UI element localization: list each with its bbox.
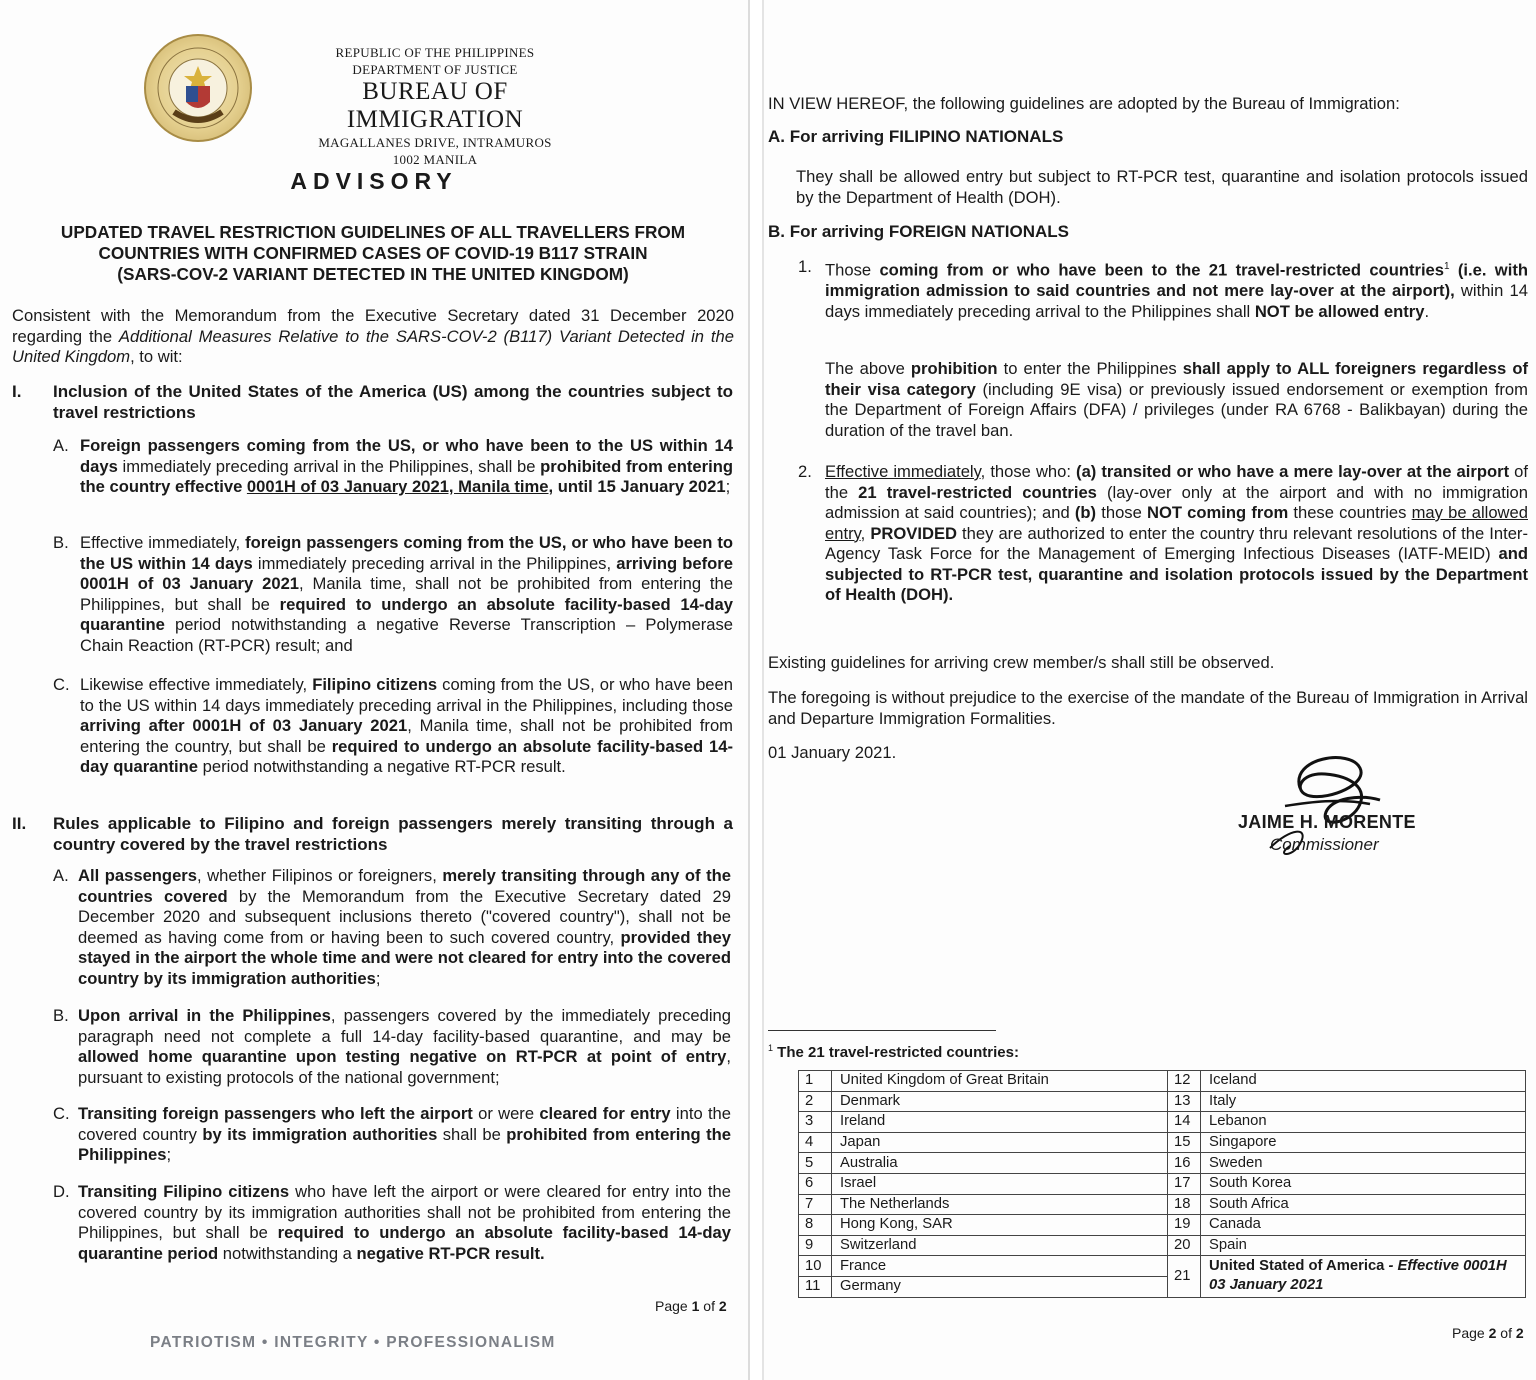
section-2-item-b: Upon arrival in the Philippines, passengers covered by the immediately preceding paragraph need not complete a full 14-day facility-based quarantine, and may be allowed home quarantine upon testing negative on RT-PCR at point of entry, pursuant to existing protocols of the national government; — [78, 1006, 731, 1087]
document-title — [20, 222, 726, 285]
item-label: B. — [53, 1006, 69, 1025]
section-1-item-a: Foreign passengers coming from the US, or who have been to the US within 14 days immediately preceding arrival in the Philippines, shall be prohibited from entering the country effective 0001H of 03 January 2021, Manila time, until 15 January 2021; — [80, 436, 734, 496]
table-row — [799, 1215, 1526, 1236]
item-label: B. — [53, 533, 69, 552]
item-label: A. — [53, 436, 69, 455]
country-number: 21 — [1168, 1256, 1201, 1297]
motto: PATRIOTISM • INTEGRITY • PROFESSIONALISM — [150, 1334, 556, 1351]
country-name: United Kingdom of Great Britain — [832, 1071, 1168, 1092]
section-1-number: I. — [12, 382, 22, 401]
country-name — [1201, 1256, 1526, 1297]
country-name: South Korea — [1201, 1173, 1526, 1194]
document-date: 01 January 2021. — [768, 743, 897, 762]
header-department: DEPARTMENT OF JUSTICE — [352, 62, 518, 77]
section-2-number: II. — [12, 814, 27, 833]
country-number: 14 — [1168, 1112, 1201, 1133]
intro-paragraph: Consistent with the Memorandum from the Executive Secretary dated 31 December 2020 regarding the Additional Measures Relative to the SARS-COV-2 (B117) Variant Detected in the United Kingdom, to wit: — [12, 306, 734, 366]
country-number: 4 — [799, 1132, 832, 1153]
country-name: Lebanon — [1201, 1112, 1526, 1133]
country-name: Sweden — [1201, 1153, 1526, 1174]
country-name: Denmark — [832, 1091, 1168, 1112]
footnote-title: $^1$ The 21 travel-restricted countries: — [768, 1043, 1019, 1061]
item-label: C. — [53, 675, 70, 694]
title-line: COUNTRIES WITH CONFIRMED CASES OF COVID-19 B117 STRAIN — [98, 243, 648, 263]
country-name: Australia — [832, 1153, 1168, 1174]
advisory-page-1 — [0, 0, 750, 1380]
country-name: Japan — [832, 1132, 1168, 1153]
country-name: South Africa — [1201, 1194, 1526, 1215]
country-name: Switzerland — [832, 1235, 1168, 1256]
country-name: Ireland — [832, 1112, 1168, 1133]
header-address-1: MAGALLANES DRIVE, INTRAMUROS — [318, 135, 552, 150]
item-label: C. — [53, 1104, 70, 1123]
country-number: 15 — [1168, 1132, 1201, 1153]
item-label: A. — [53, 866, 69, 885]
crew-guidelines: Existing guidelines for arriving crew member/s shall still be observed. — [768, 653, 1275, 672]
country-number: 12 — [1168, 1071, 1201, 1092]
item-label: D. — [53, 1182, 70, 1201]
title-line: UPDATED TRAVEL RESTRICTION GUIDELINES OF ALL TRAVELLERS FROM — [60, 222, 686, 242]
header-address-2: 1002 MANILA — [392, 152, 478, 167]
country-number: 17 — [1168, 1173, 1201, 1194]
section-2-item-d: Transiting Filipino citizens who have left the airport or were cleared for entry into the covered country by its immigration authorities shall not be prohibited from entering the Philippines, but shall be required to undergo an absolute facility-based 14-day quarantine period notwithstanding a negative RT-PCR result. — [78, 1182, 731, 1263]
advisory-heading: ADVISORY — [290, 168, 458, 194]
country-number: 16 — [1168, 1153, 1201, 1174]
item-label: 2. — [798, 462, 812, 481]
country-number: 20 — [1168, 1235, 1201, 1256]
seal-ring-icon — [146, 36, 250, 140]
heading-filipino-nationals: A. For arriving FILIPINO NATIONALS — [768, 127, 1064, 146]
country-name: France — [832, 1256, 1168, 1277]
filipino-nationals-text: They shall be allowed entry but subject to RT-PCR test, quarantine and isolation protocols issued by the Department of Health (DOH). — [796, 167, 1528, 207]
bureau-of-immigration-seal — [144, 34, 252, 142]
guidelines-intro: IN VIEW HEREOF, the following guidelines are adopted by the Bureau of Immigration: — [768, 94, 1400, 113]
signatory-title: Commissioner — [1270, 835, 1379, 854]
country-number: 8 — [799, 1215, 832, 1236]
country-number: 18 — [1168, 1194, 1201, 1215]
country-name: United Stated of America — [1209, 1258, 1385, 1275]
table-row — [799, 1194, 1526, 1215]
country-name: Italy — [1201, 1091, 1526, 1112]
country-number: 9 — [799, 1235, 832, 1256]
country-number: 19 — [1168, 1215, 1201, 1236]
country-name: Germany — [832, 1276, 1168, 1297]
table-row — [799, 1112, 1526, 1133]
restricted-countries-table — [798, 1070, 1526, 1298]
country-number: 11 — [799, 1276, 832, 1297]
section-2-item-c: Transiting foreign passengers who left the airport or were cleared for entry into the covered country by its immigration authorities shall be prohibited from entering the Philippines; — [78, 1104, 732, 1164]
signatory-name: JAIME H. MORENTE — [1238, 812, 1416, 832]
header-agency: BUREAU OF IMMIGRATION — [346, 78, 524, 133]
table-row — [799, 1173, 1526, 1194]
country-number: 6 — [799, 1173, 832, 1194]
country-name: The Netherlands — [832, 1194, 1168, 1215]
country-name: Spain — [1201, 1235, 1526, 1256]
footnote-divider — [768, 1030, 996, 1031]
country-number: 7 — [799, 1194, 832, 1215]
foregoing-paragraph: The foregoing is without prejudice to the exercise of the mandate of the Bureau of Immigration in Arrival and Departure Immigration Formalities. — [768, 688, 1528, 728]
foreign-item-1: Those coming from or who have been to the 21 travel-restricted countries$^1$ (i.e. with immigration admission to said countries and not mere lay-over at the airport), within 14 days immediately preceding arrival to the Philippines shall NOT be allowed entry. — [825, 260, 1528, 321]
table-row — [799, 1091, 1526, 1112]
header-republic: REPUBLIC OF THE PHILIPPINES — [335, 45, 535, 60]
country-number: 5 — [799, 1153, 832, 1174]
foreign-item-2: Effective immediately, those who: (a) transited or who have a mere lay-over at the airport of the 21 travel-restricted countries (lay-over only at the airport and with no immigration admission at said countries); and (b) those NOT coming from these countries may be allowed entry, PROVIDED they are authorized to enter the country thru relevant resolutions of the Inter-Agency Task Force for the Management of Emerging Infectious Diseases (IATF-MEID) and subjected to RT-PCR test, quarantine and isolation protocols issued by the Department of Health (DOH). — [825, 462, 1529, 604]
country-name: Israel — [832, 1173, 1168, 1194]
foreign-item-1-prohibition: The above prohibition to enter the Philippines shall apply to ALL foreigners regardless of their visa category (including 9E visa) or previously issued endorsement or exemption from the Department of Foreign Affairs (DFA) / privileges (under RA 6768 - Balikbayan) during the duration of the travel ban. — [825, 359, 1528, 440]
table-row — [799, 1256, 1526, 1277]
effective-note: - Effective 0001H 03 January 2021 — [1209, 1258, 1507, 1294]
section-1-item-b: Effective immediately, foreign passengers coming from the US, or who have been to the US within 14 days immediately preceding arrival in the Philippines, arriving before 0001H of 03 January 2021, Manila time, shall not be prohibited from entering the Philippines, but shall be required to undergo an absolute facility-based 14-day quarantine period notwithstanding a negative Reverse Transcription – Polymerase Chain Reaction (RT-PCR) result; and — [80, 533, 733, 655]
section-2-heading: Rules applicable to Filipino and foreign passengers merely transiting through a country covered by the travel restrictions — [53, 814, 733, 854]
country-number: 10 — [799, 1256, 832, 1277]
heading-foreign-nationals: B. For arriving FOREIGN NATIONALS — [768, 222, 1069, 241]
section-1-item-c: Likewise effective immediately, Filipino citizens coming from the US, or who have been to the US within 14 days immediately preceding arrival in the Philippines, including those arriving after 0001H of 03 January 2021, Manila time, shall not be prohibited from entering the country, but shall be required to undergo an absolute facility-based 14-day quarantine period notwithstanding a negative RT-PCR result. — [80, 675, 733, 776]
table-row — [799, 1071, 1526, 1092]
section-1-heading: Inclusion of the United States of the America (US) among the countries subject to travel restrictions — [53, 382, 733, 422]
table-row — [799, 1235, 1526, 1256]
country-number: 3 — [799, 1112, 832, 1133]
country-name: Hong Kong, SAR — [832, 1215, 1168, 1236]
country-number: 13 — [1168, 1091, 1201, 1112]
page-number-1: Page 1 of 2 — [655, 1298, 727, 1314]
country-name: Singapore — [1201, 1132, 1526, 1153]
country-number: 2 — [799, 1091, 832, 1112]
table-row — [799, 1132, 1526, 1153]
table-row — [799, 1153, 1526, 1174]
section-2-item-a: All passengers, whether Filipinos or foreigners, merely transiting through any of the countries covered by the Memorandum from the Executive Secretary dated 29 December 2020 and subsequent inclusions thereto ("covered country"), shall not be deemed as having come from or having been to such covered country, provided they stayed in the airport the whole time and were not cleared for entry into the covered country by its immigration authorities; — [78, 866, 731, 988]
title-line: (SARS-COV-2 VARIANT DETECTED IN THE UNITED KINGDOM) — [117, 264, 629, 284]
page-number-2: Page 2 of 2 — [1452, 1325, 1524, 1341]
country-number: 1 — [799, 1071, 832, 1092]
country-name: Iceland — [1201, 1071, 1526, 1092]
item-label: 1. — [798, 257, 812, 276]
country-name: Canada — [1201, 1215, 1526, 1236]
